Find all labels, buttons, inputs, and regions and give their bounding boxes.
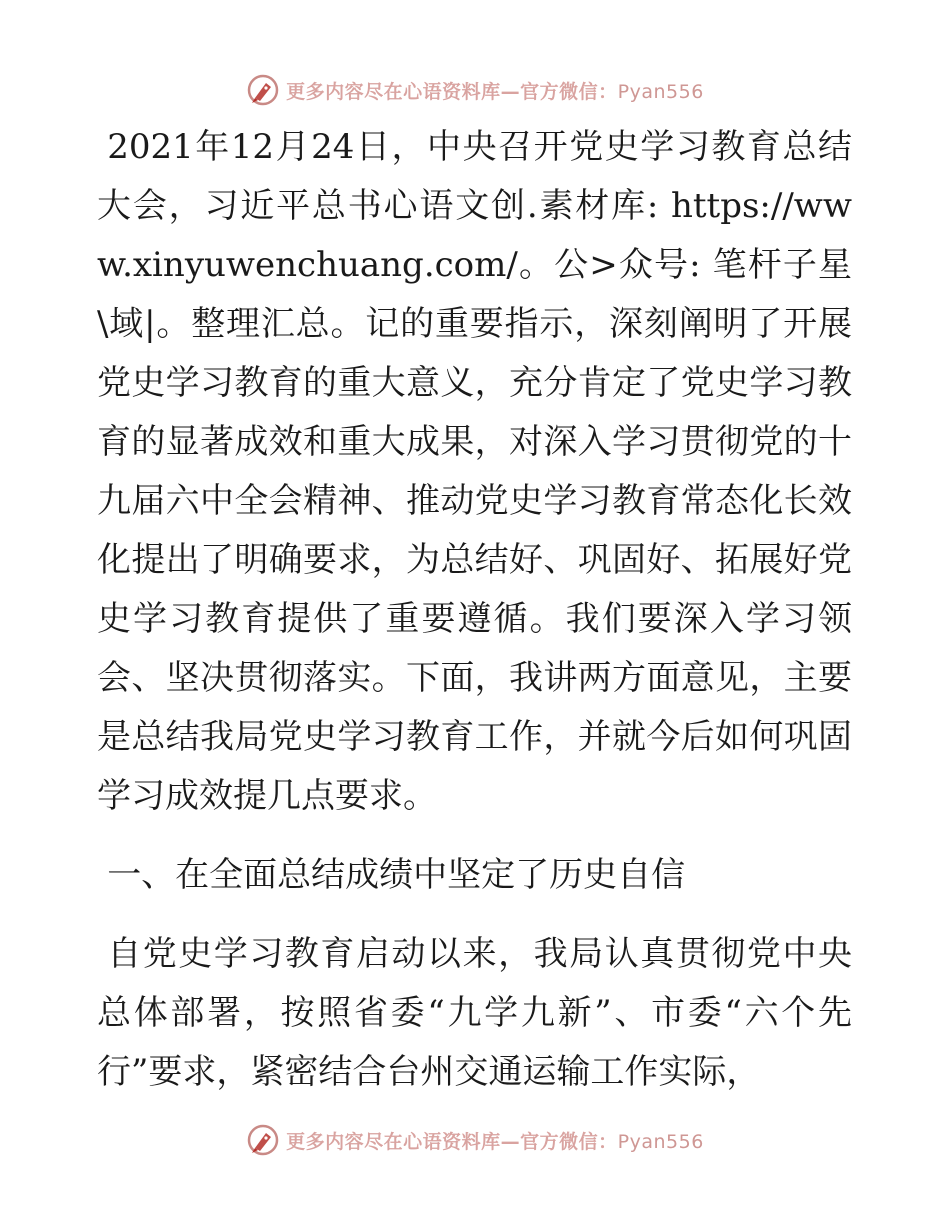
watermark-text: 更多内容尽在心语资料库—官方微信：Pyan556 xyxy=(286,80,704,103)
paragraph-body: 自党史学习教育启动以来，我局认真贯彻党中央总体部署，按照省委“九学九新”、市委“六个先行”要求，紧密结合台州交通运输工作实际， xyxy=(97,934,852,1092)
document-body xyxy=(97,118,852,1102)
watermark-wechat-id: Pyan556 xyxy=(617,1130,704,1153)
watermark-header xyxy=(0,70,950,110)
watermark-wechat-id: Pyan556 xyxy=(617,80,704,103)
watermark-text: 更多内容尽在心语资料库—官方微信：Pyan556 xyxy=(286,1130,704,1153)
pen-nib-circle-icon xyxy=(246,73,280,107)
pen-nib-circle-icon xyxy=(246,1123,280,1157)
paragraph-intro: 2021年12月24日，中央召开党史学习教育总结大会，习近平总书心语文创.素材库: https://www.xinyuwenchuang.com/。公>众号: 笔杆子星\域|。整理汇总。记的重要指示，深刻阐明了开展党史学习教育的重大意义，充分肯定了党史学习教育的显著成效和重大成果，对深入学习贯彻党的十九届六中全会精神、推动党史学习教育常态化长效化提出了明确要求，为总结好、巩固好、拓展好党史学习教育提供了重要遵循。我们要深入学习领会、坚决贯彻落实。下面，我讲两方面意见，主要是总结我局党史学习教育工作，并就今后如何巩固学习成效提几点要求。 xyxy=(97,127,852,816)
section-heading: 一、在全面总结成绩中坚定了历史自信 xyxy=(107,855,686,895)
watermark-footer xyxy=(0,1120,950,1160)
